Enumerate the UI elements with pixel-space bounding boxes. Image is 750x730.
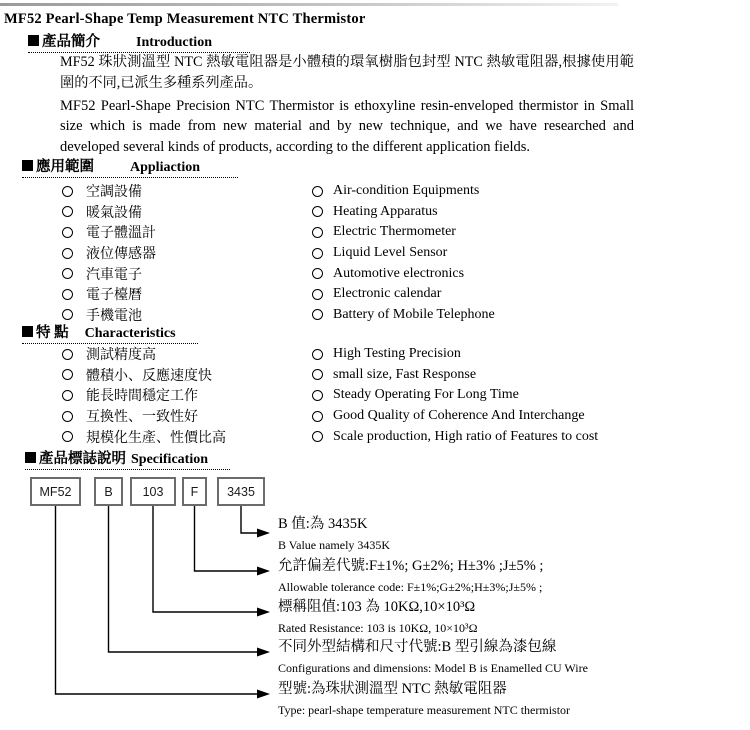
bullet-circle-icon [312,390,323,401]
list-item [0,243,750,264]
section-title-zh: 產品簡介 [42,34,100,50]
connector-mf52 [56,506,258,694]
bullet-circle-icon [312,248,323,259]
item-label-zh: 互換性、一致性好 [86,410,198,426]
section-title-en: Specification [131,452,208,467]
section-header-introduction [28,33,250,53]
spec-annotation [278,515,390,553]
section-marker-icon [22,326,33,337]
item-label-zh: 汽車電子 [86,267,142,283]
list-item [0,202,750,223]
bullet-circle-icon [62,206,73,217]
annotation-zh: 不同外型結構和尺寸代號:B 型引線為漆包線 [278,639,557,655]
bullet-circle-icon [62,369,73,380]
item-label-en: High Testing Precision [333,346,461,362]
arrow-right-icon [257,567,270,576]
section-title-zh: 應用範圍 [36,159,94,175]
item-label-zh: 電子體溫計 [86,226,156,242]
bullet-circle-icon [312,411,323,422]
connector-b [109,506,258,652]
connector-f [195,506,258,571]
spec-annotation [278,680,570,718]
intro-paragraph-zh: MF52 珠狀測溫型 NTC 熱敏電阻器是小體積的環氧樹脂包封型 NTC 熱敏電阻器,根據使用範圍的不同,已派生多種系列產品。 [60,54,634,91]
bullet-circle-icon [62,268,73,279]
bullet-circle-icon [312,268,323,279]
bullet-circle-icon [312,431,323,442]
section-header-application [22,158,238,178]
spec-code-box-f: F [182,477,207,506]
item-label-zh: 測試精度高 [86,348,156,364]
item-label-zh: 體積小、反應速度快 [86,368,212,384]
item-label-en: Battery of Mobile Telephone [333,306,495,322]
bullet-circle-icon [312,227,323,238]
bullet-circle-icon [62,390,73,401]
arrow-right-icon [257,690,270,699]
page-title: MF52 Pearl-Shape Temp Measurement NTC Thermistor [4,11,366,27]
spec-code-box-b: B [94,477,123,506]
bullet-circle-icon [62,289,73,300]
list-item [0,385,750,406]
item-label-en: Automotive electronics [333,265,465,281]
list-item [0,365,750,386]
list-item [0,344,750,365]
bullet-circle-icon [312,309,323,320]
section-header-characteristics [22,324,198,344]
spec-code-box-103: 103 [130,477,176,506]
connector-3435 [241,506,257,533]
spec-annotation [278,638,588,676]
section-title-zh: 產品標誌說明 [39,451,126,467]
list-item [0,222,750,243]
bullet-circle-icon [62,227,73,238]
item-label-zh: 液位傳感器 [86,247,156,263]
bullet-circle-icon [62,248,73,259]
bullet-circle-icon [312,206,323,217]
bullet-circle-icon [312,289,323,300]
annotation-zh: B 值:為 3435K [278,516,368,532]
annotation-zh: 型號:為珠狀測溫型 NTC 熱敏電阻器 [278,681,507,697]
item-label-zh: 暖氣設備 [86,205,142,221]
item-label-en: Air-condition Equipments [333,183,480,199]
item-label-zh: 規模化生產、性價比高 [86,430,226,446]
item-label-zh: 電子檯曆 [86,288,142,304]
spec-annotation [278,598,478,636]
characteristics-list [0,344,750,447]
bullet-circle-icon [62,309,73,320]
bullet-circle-icon [312,369,323,380]
item-label-en: Electronic calendar [333,286,442,302]
annotation-en: Allowable tolerance code: F±1%;G±2%;H±3%;J±5% ; [278,580,543,594]
list-item [0,406,750,427]
arrow-right-icon [257,648,270,657]
arrow-right-icon [257,608,270,617]
item-label-en: Heating Apparatus [333,203,438,219]
bullet-circle-icon [62,411,73,422]
item-label-en: Liquid Level Sensor [333,245,448,261]
bullet-circle-icon [312,349,323,360]
annotation-en: Configurations and dimensions: Model B is Enamelled CU Wire [278,661,588,675]
item-label-zh: 空調設備 [86,185,142,201]
annotation-zh: 標稱阻值:103 為 10KΩ,10×10³Ω [278,599,476,615]
section-title-en: Characteristics [84,326,176,341]
intro-paragraph-en: MF52 Pearl-Shape Precision NTC Thermistor is ethoxyline resin-enveloped thermistor in Small size which is made from new material and by new technique, and we have researched and developed several kinds of products, according to the different application fields. [60,98,634,155]
section-title-en: Appliaction [130,160,201,175]
bullet-circle-icon [62,186,73,197]
bullet-circle-icon [312,186,323,197]
bullet-circle-icon [62,349,73,360]
item-label-zh: 手機電池 [86,308,142,324]
list-item [0,181,750,202]
section-title-zh: 特 點 [36,325,69,341]
annotation-en: Type: pearl-shape temperature measurement NTC thermistor [278,703,571,717]
list-item [0,305,750,326]
top-rule-line [0,3,618,6]
section-title-en: Introduction [136,35,212,50]
arrow-right-icon [257,529,270,538]
annotation-zh: 允許偏差代號:F±1%; G±2%; H±3% ;J±5% ; [278,558,544,574]
item-label-en: Good Quality of Coherence And Interchange [333,408,585,424]
section-header-specification [25,450,230,470]
section-marker-icon [28,35,39,46]
annotation-en: B Value namely 3435K [278,538,391,552]
spec-code-box-mf52: MF52 [30,477,81,506]
list-item [0,263,750,284]
item-label-en: Steady Operating For Long Time [333,387,519,403]
list-item [0,284,750,305]
section-marker-icon [22,160,33,171]
application-list [0,181,750,325]
section-marker-icon [25,452,36,463]
annotation-en: Rated Resistance: 103 is 10KΩ, 10×10³Ω [278,621,478,635]
item-label-en: Electric Thermometer [333,224,456,240]
specification-diagram [0,470,750,730]
item-label-zh: 能長時間穩定工作 [86,389,198,405]
item-label-en: Scale production, High ratio of Features to cost [333,428,599,444]
item-label-en: small size, Fast Response [333,366,477,382]
spec-annotation [278,557,543,595]
list-item [0,426,750,447]
spec-code-box-3435: 3435 [217,477,265,506]
bullet-circle-icon [62,431,73,442]
